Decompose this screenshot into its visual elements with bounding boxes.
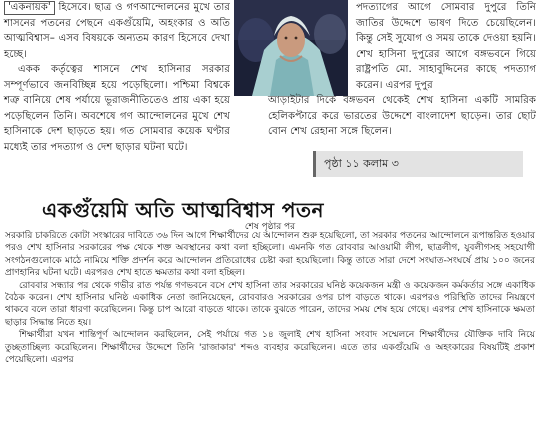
headline: একগুঁয়েমি অতি আত্মবিশ্বাস পতন [42,198,324,222]
left-paragraph-1 [4,0,230,62]
continued-from-label: শেষ পৃষ্ঠার পর [244,222,296,232]
right-paragraph-1: পদত্যাগের আগে সোমবার দুপুরে তিনি জাতির উদ্দেশে ভাষণ দিতে চেয়েছিলেন। কিন্তু সেই সুযোগ ও সময় তাকে দেওয়া হয়নি। শেখ হাসিনা দুপুরের আগে বঙ্গভবনে গিয়ে রাষ্ট্রপতি মো. সাহাবুদ্দিনের কাছে পদত্যাগ করেন। এরপর দুপুর [356,2,536,91]
left-column-top [4,0,230,155]
left-paragraph-1-text: হিসেবে। ছাত্র ও গণআন্দোলনের মুখে তার শাসনের পতনের পেছনে একগুঁয়েমি, অহংকার ও অতি আত্মবিশ্বাস– এসব বিষয়কে অন্যতম কারণ হিসেবে দেখা হচ্ছে। [4,2,230,60]
body-paragraph-2: রোববার সন্ধ্যার পর থেকে গভীর রাত পর্যন্ত গণভবনে বসে শেখ হাসিনা তার সরকারের ঘনিষ্ঠ কয়েকজন মন্ত্রী ও কয়েকজন কর্মকর্তার সঙ্গে একাধিক বৈঠক করেন। শেখ হাসিনার ঘনিষ্ঠ একাধিক নেতা জানিয়েছেন, রোববারও সরকারের ওপর চাপ বাড়তে থাকে। এরপরও পরিস্থিতি তাদের নিয়ন্ত্রণে থাকবে বলে তারা ধারণা করেছিলেন। কিন্তু চাপ আরো বাড়তে থাকে। তাকে বুঝতে পারেন, তাদের সময় শেষ হয়ে গেছে। এরপর শেখ হাসিনাকে ক্ষমতা ছাড়ার সিদ্ধান্ত নিতে হয়। [5,280,535,328]
body-paragraph-3: শিক্ষার্থীরা যখন শান্তিপূর্ণ আন্দোলন করছিলেন, সেই পর্যায়ে গত ১৪ জুলাই শেখ হাসিনা সংবাদ সম্মেলনে শিক্ষার্থীদের যৌক্তিক দাবি নিয়ে তুচ্ছতাচ্ছিল্য করেছিলেন। শিক্ষার্থীদের উদ্দেশে তিনি 'রাজাকার' শব্দও ব্যবহার করেছিলেন। এতে তার একগুঁয়েমি ও অহংকারের বিষয়টিই প্রকাশ পেয়েছিলো। এরপর [5,330,535,366]
article-body [5,230,535,366]
right-column-top [268,0,536,140]
quoted-word-box: 'একনায়ক' [4,1,55,15]
page-reference-box: পৃষ্ঠা ১১ কলাম ৩ [313,151,523,177]
left-paragraph-2: একক কর্তৃত্বের শাসনে শেখ হাসিনার সরকার সম্পূর্ণভাবে জনবিচ্ছিন্ন হয়ে পড়েছিলো। পশ্চিমা বিশ্বকে শত্রু বানিয়ে শেষ পর্যায়ে ভূরাজনীতিতেও প্রায় একা হয়ে পড়েছিলেন তিনি। অবশেষে গণ আন্দোলনের মুখে শেখ হাসিনাকে দেশ ছাড়তে হয়। গত সোমবার কয়েক ঘণ্টার মধ্যেই তার পদত্যাগ ও দেশ ছাড়ার ঘটনা ঘটে। [4,64,230,153]
right-paragraph-2: আড়াইটার দিকে বঙ্গভবন থেকেই শেখ হাসিনা একটি সামরিক হেলিকপ্টারে করে ভারতের উদ্দেশে বাংলাদেশ ছাড়েন। তার ছোট বোন শেখ রেহানা সঙ্গে ছিলেন। [268,95,536,137]
body-paragraph-1: সরকারি চাকরিতে কোটা সংস্কারের দাবিতে ৩৬ দিন আগে শিক্ষার্থীদের যে আন্দোলন শুরু হয়েছিলো, তা সরকার পতনের আন্দোলনে রূপান্তরিত হওয়ার পরও শেখ হাসিনার সরকারের পক্ষ থেকে শক্ত অবস্থানের কথা বলা হচ্ছিলো। এমনকি গত রোববার আওয়ামী লীগ, ছাত্রলীগ, যুবলীগসহ সহযোগী সংগঠনগুলোকে মাঠে নামিয়ে শক্তি প্রদর্শন করে আন্দোলন প্রতিরোধের চেষ্টা করা হয়েছিলো। কিন্তু তাতে সারা দেশে সংঘাত-সংঘর্ষে প্রায় ১০০ জনের প্রাণহানির ঘটনা ঘটে। এরপরও শেখ হাতে ক্ষমতার কথা বলা হচ্ছিল। [5,231,535,279]
